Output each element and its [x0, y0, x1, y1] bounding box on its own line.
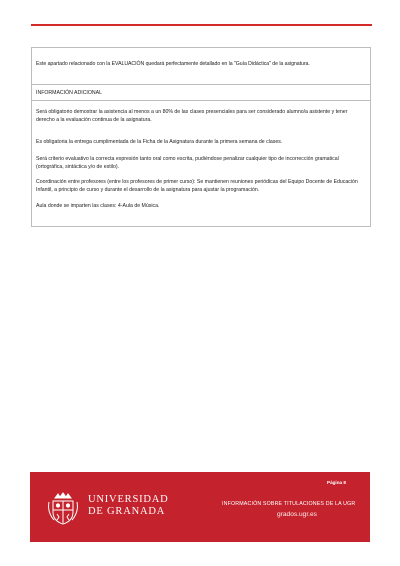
header-rule	[31, 24, 372, 26]
additional-info-box	[31, 85, 371, 227]
expression-criteria-paragraph: Será criterio evaluativo la correcta expresión tanto oral como escrita, pudiéndose penalizar cualquier tipo de incorrección gramatical (ortográfica, sintáctica y/o de estilo).	[36, 156, 339, 170]
classroom-paragraph: Aula donde se imparten las clases: 4-Aula de Música.	[36, 203, 160, 209]
footer-info-label: INFORMACIÓN SOBRE TITULACIONES DE LA UGR	[222, 501, 356, 507]
university-wordmark	[88, 494, 169, 518]
attendance-paragraph: Será obligatorio demostrar la asistencia al menos a un 80% de las clases presenciales para ser considerado alumno/a asistente y tener derecho a la evaluación continua de la asignatura.	[36, 109, 348, 123]
ugr-crest-icon	[46, 490, 80, 526]
footer-website-link[interactable]: grados.ugr.es	[277, 511, 317, 518]
footer-banner	[30, 472, 370, 542]
page-number: Página 8	[327, 480, 346, 485]
evaluation-note-box	[31, 47, 371, 85]
university-line2: DE GRANADA	[88, 506, 166, 517]
coordination-paragraph: Coordinación entre profesores (entre los profesores de primer curso): Se mantienen reuniones periódicas del Equipo Docente de Educación Infantil, a principio de curso y durante el desarrollo de la asignatura para ajustar la programación.	[36, 179, 358, 193]
evaluation-note-text: Este apartado relacionado con la EVALUACIÓN quedará perfectamente detallado en la "Guía Didáctica" de la asignatura.	[36, 61, 310, 67]
additional-info-heading: INFORMACIÓN ADICIONAL	[32, 85, 370, 101]
university-line1: UNIVERSIDAD	[88, 494, 169, 505]
subject-sheet-paragraph: Es obligatoria la entrega cumplimentada de la Ficha de la Asignatura durante la primera semana de clases.	[36, 139, 283, 145]
